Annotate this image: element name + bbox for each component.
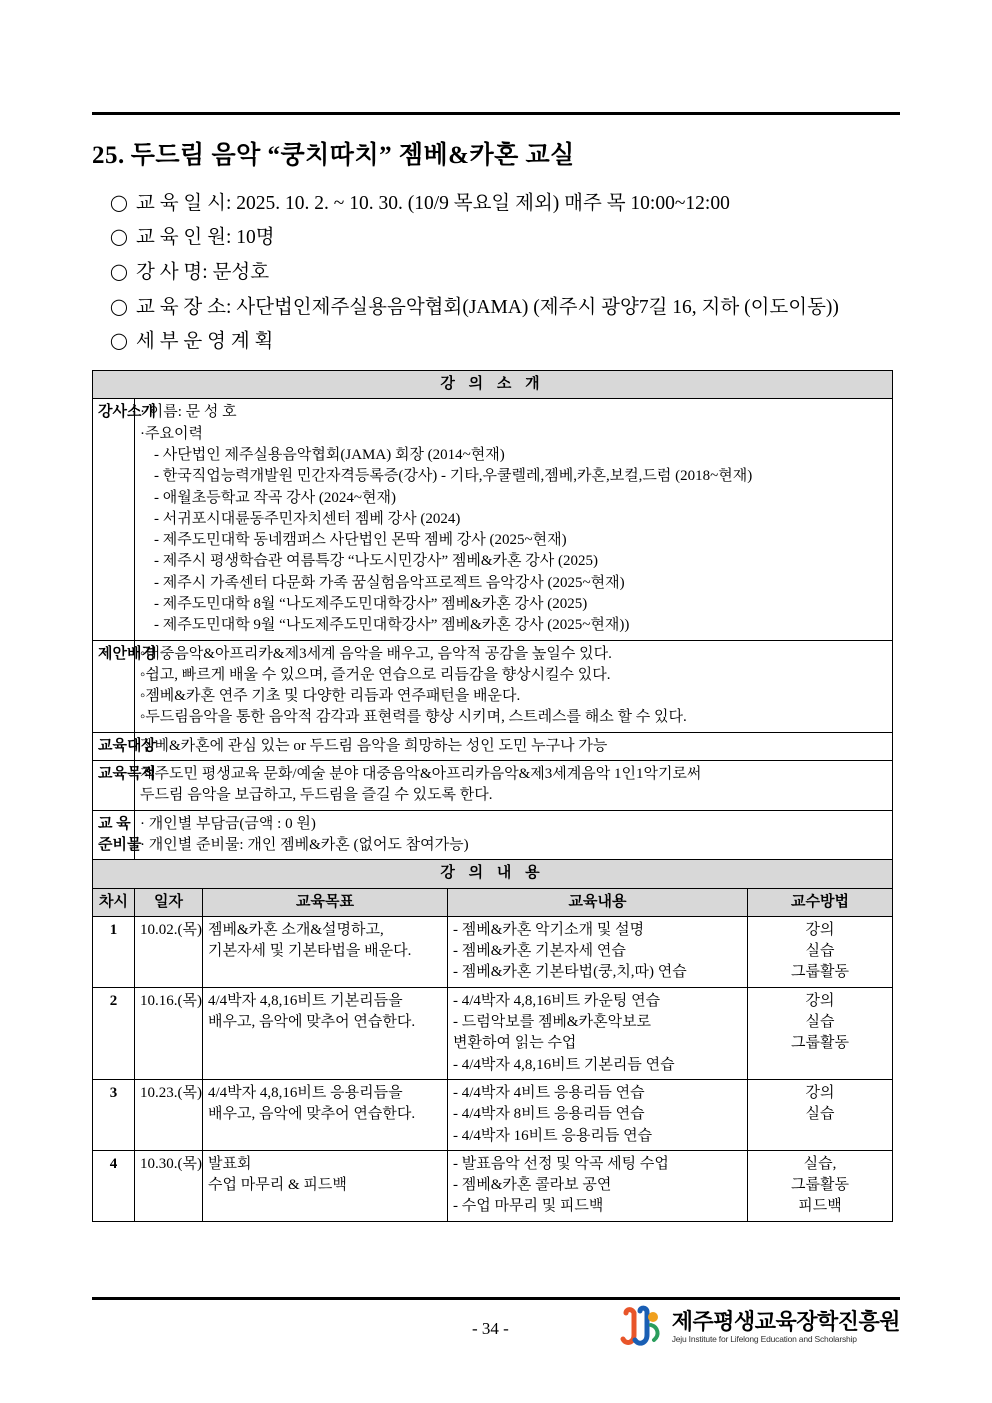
text-line: - 젬베&카혼 기본타법(쿵,치,따) 연습: [453, 964, 687, 981]
text-line: - 서귀포시대륜동주민자치센터 젬베 강사 (2024): [154, 510, 461, 527]
page-title-number: 25.: [92, 142, 125, 169]
info-label: 교 육 장 소:: [136, 296, 232, 318]
page-title-text: 두드림 음악 “쿵치따치” 젬베&카혼 교실: [130, 142, 575, 169]
session-method: [748, 916, 893, 987]
list-item: [110, 325, 900, 360]
table-row: [93, 987, 893, 1079]
circle-bullet-icon: ◯: [110, 229, 128, 247]
col-header-method: 교수방법: [748, 888, 893, 916]
session-content: [448, 1079, 748, 1150]
background-cell: [135, 640, 893, 732]
text-line: 두드림 음악을 보급하고, 두드림을 즐길 수 있도록 한다.: [140, 787, 493, 804]
table-row: [93, 399, 893, 640]
target-cell: [135, 732, 893, 760]
text-line: 그룹활동: [791, 964, 850, 981]
list-item: [110, 187, 900, 222]
text-line: ·주요이력: [140, 425, 203, 442]
page-title: [92, 140, 900, 173]
circle-bullet-icon: ◯: [110, 298, 128, 316]
row-label-materials-line1: 교 육: [98, 815, 131, 832]
text-line: - 4/4박자 8비트 응용리듬 연습: [453, 1106, 645, 1123]
list-item: [110, 221, 900, 256]
text-line: - 4/4박자 4비트 응용리듬 연습: [453, 1084, 645, 1101]
session-content: [448, 1150, 748, 1221]
session-method: [748, 1150, 893, 1221]
text-line: - 4/4박자 4,8,16비트 카운팅 연습: [453, 992, 661, 1009]
text-line: - 제주시 가족센터 다문화 가족 꿈실험음악프로젝트 음악강사 (2025~현재): [154, 574, 625, 591]
circle-bullet-icon: ◯: [110, 333, 128, 351]
session-goal: [203, 1150, 448, 1221]
text-line: 기본자세 및 기본타법을 배운다.: [208, 943, 412, 960]
table-row: [93, 1079, 893, 1150]
text-line: - 발표음악 선정 및 악곡 세팅 수업: [453, 1155, 669, 1172]
text-line: - 젬베&카혼 콜라보 공연: [453, 1177, 612, 1194]
text-line: 실습: [805, 943, 835, 960]
materials-cell: [135, 810, 893, 860]
table-header-row: [93, 888, 893, 916]
session-content: [448, 987, 748, 1079]
table-row: [93, 810, 893, 860]
info-value: 10명: [236, 227, 275, 249]
text-line: 실습,: [803, 1155, 837, 1172]
text-line: - 제주도민대학 동네캠퍼스 사단법인 몬딱 젬베 강사 (2025~현재): [154, 532, 567, 549]
logo-title: 제주평생교육장학진흥원: [671, 1308, 900, 1334]
text-line: ◦대중음악&아프리카&제3세계 음악을 배우고, 음악적 공감을 높일수 있다.: [140, 645, 612, 662]
text-line: 그룹활동: [791, 1177, 850, 1194]
text-line: 젬베&카혼에 관심 있는 or 두드림 음악을 희망하는 성인 도민 누구나 가능: [140, 737, 608, 754]
text-line: 실습: [805, 1106, 835, 1123]
info-list: [92, 187, 900, 361]
session-date: 10.30.(목): [135, 1150, 203, 1221]
text-line: 피드백: [798, 1198, 842, 1215]
text-line: 강의: [805, 1084, 835, 1101]
text-line: 그룹활동: [791, 1035, 850, 1052]
text-line: 배우고, 음악에 맞추어 연습한다.: [208, 1106, 416, 1123]
session-date: 10.23.(목): [135, 1079, 203, 1150]
text-line: ◦두드림음악을 통한 음악적 감각과 표현력를 향상 시키며, 스트레스를 해소 할 수 있다.: [140, 709, 687, 726]
table-row: [93, 916, 893, 987]
col-header-date: 일자: [135, 888, 203, 916]
text-line: 젬베&카혼 소개&설명하고,: [208, 921, 384, 938]
table-row: [93, 732, 893, 760]
session-goal: [203, 916, 448, 987]
instructor-cell: [135, 399, 893, 640]
list-item: [110, 256, 900, 291]
info-value: 사단법인제주실용음악협회(JAMA) (제주시 광양7길 16, 지하 (이도이동)): [236, 296, 839, 318]
table-row: [93, 1150, 893, 1221]
page-footer: [92, 1305, 900, 1375]
text-line: - 제주시 평생학습관 여름특강 “나도시민강사” 젬베&카혼 강사 (2025): [154, 553, 598, 570]
text-line: · 개인별 부담금(금액 : 0 원): [140, 815, 316, 832]
page-content: [92, 140, 900, 1222]
text-line: 4/4박자 4,8,16비트 응용리듬을: [208, 1084, 403, 1101]
row-label-background: 제안배경: [93, 640, 135, 732]
text-line: - 젬베&카혼 악기소개 및 설명: [453, 921, 645, 938]
info-value: 문성호: [212, 261, 270, 283]
header-rule: [92, 112, 900, 115]
session-content: [448, 916, 748, 987]
table-row: [93, 640, 893, 732]
row-label-materials: [93, 810, 142, 860]
col-header-no: 차시: [93, 888, 135, 916]
text-line: 제주도민 평생교육 문화/예술 분야 대중음악&아프리카음악&제3세계음악 1인1악기로써: [140, 766, 702, 783]
text-line: · 개인별 준비물: 개인 젬베&카혼 (없어도 참여가능): [140, 836, 469, 853]
session-date: 10.02.(목): [135, 916, 203, 987]
table-row: [93, 860, 893, 888]
info-label: 세 부 운 영 계 획: [136, 331, 274, 353]
text-line: - 사단법인 제주실용음악협회(JAMA) 회장 (2014~현재): [154, 446, 505, 463]
purpose-cell: [135, 761, 893, 811]
circle-bullet-icon: ◯: [110, 194, 128, 212]
organization-logo: [620, 1305, 900, 1349]
text-line: - 수업 마무리 및 피드백: [453, 1198, 604, 1215]
session-goal: [203, 1079, 448, 1150]
session-date: 10.16.(목): [135, 987, 203, 1079]
text-line: 강의: [805, 921, 835, 938]
text-line: 4/4박자 4,8,16비트 기본리듬을: [208, 992, 403, 1009]
logo-text: [672, 1310, 900, 1344]
section-band-content: 강 의 내 용: [93, 860, 893, 888]
text-line: 강의: [805, 992, 835, 1009]
text-line: - 젬베&카혼 기본자세 연습: [453, 943, 626, 960]
session-no: 2: [93, 987, 135, 1079]
text-line: - 애월초등학교 작곡 강사 (2024~현재): [154, 489, 396, 506]
text-line: - 제주도민대학 8월 “나도제주도민대학강사” 젬베&카혼 강사 (2025): [154, 595, 588, 612]
jeju-logo-icon: [620, 1305, 664, 1349]
text-line: - 4/4박자 16비트 응용리듬 연습: [453, 1127, 653, 1144]
col-header-content: 교육내용: [448, 888, 748, 916]
text-line: 변환하여 읽는 수업: [453, 1035, 577, 1052]
table-row: [93, 371, 893, 399]
text-line: - 한국직업능력개발원 민간자격등록증(강사) - 기타,우쿨렐레,젬베,카혼,보컬,드럼 (2018~현재): [154, 468, 753, 485]
text-line: ◦젬베&카혼 연주 기초 및 다양한 리듬과 연주패턴을 배운다.: [140, 688, 521, 705]
session-method: [748, 1079, 893, 1150]
text-line: 발표회: [208, 1155, 252, 1172]
info-label: 강 사 명:: [136, 261, 208, 283]
session-no: 3: [93, 1079, 135, 1150]
session-method: [748, 987, 893, 1079]
text-line: 실습: [805, 1014, 835, 1031]
info-value: 2025. 10. 2. ~ 10. 30. (10/9 목요일 제외) 매주 목 10:00~12:00: [236, 192, 730, 214]
info-label: 교 육 인 원:: [136, 227, 232, 249]
row-label-purpose: 교육목적: [93, 761, 135, 811]
text-line: ◦쉽고, 빠르게 배울 수 있으며, 즐거운 연습으로 리듬감을 향상시킬수 있다.: [140, 666, 611, 683]
text-line: - 4/4박자 4,8,16비트 기본리듬 연습: [453, 1056, 675, 1073]
text-line: - 드럼악보를 젬베&카혼악보로: [453, 1014, 652, 1031]
session-no: 1: [93, 916, 135, 987]
text-line: 배우고, 음악에 맞추어 연습한다.: [208, 1014, 416, 1031]
text-line: · 이름: 문 성 호: [140, 404, 237, 421]
col-header-goal: 교육목표: [203, 888, 448, 916]
table-row: [93, 761, 893, 811]
section-band-intro: 강 의 소 개: [93, 371, 893, 399]
logo-subtitle: Jeju Institute for Lifelong Education and Scholarship: [671, 1334, 857, 1345]
circle-bullet-icon: ◯: [110, 263, 128, 281]
row-label-materials-line2: 준비물: [98, 836, 142, 853]
row-label-instructor: 강사소개: [93, 399, 135, 640]
text-line: 수업 마무리 & 피드백: [208, 1177, 347, 1194]
page-number: - 34 -: [472, 1319, 509, 1338]
info-label: 교 육 일 시:: [136, 192, 232, 214]
plan-table: [92, 370, 893, 1222]
session-no: 4: [93, 1150, 135, 1221]
text-line: - 제주도민대학 9월 “나도제주도민대학강사” 젬베&카혼 강사 (2025~현재)): [154, 617, 630, 634]
row-label-target: 교육대상: [93, 732, 135, 760]
footer-rule: [92, 1297, 900, 1300]
list-item: [110, 291, 900, 326]
session-goal: [203, 987, 448, 1079]
